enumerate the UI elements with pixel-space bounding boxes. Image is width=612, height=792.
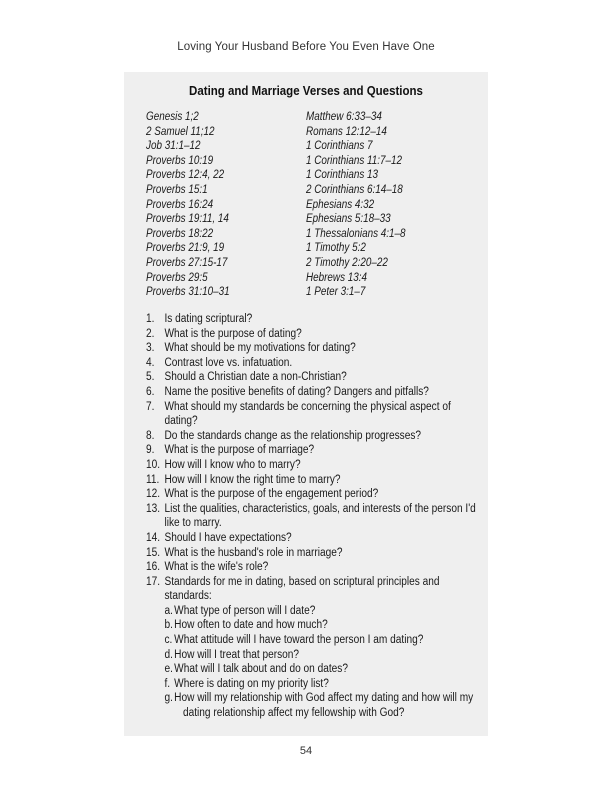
question-number: 11. <box>146 473 160 486</box>
question-text: Do the standards change as the relationship progresses? <box>164 429 422 442</box>
sub-question-letter: g. <box>164 692 173 705</box>
question-number: 6. <box>146 385 155 398</box>
sub-question-letter: c. <box>164 634 173 647</box>
question-text: What should my standards be concerning the physical aspect of <box>164 400 451 413</box>
verse-reference: 2 Corinthians 6:14–18 <box>306 183 403 196</box>
verse-reference: Proverbs 19:11, 14 <box>146 213 229 226</box>
verse-reference: 1 Corinthians 7 <box>306 140 373 153</box>
question-item <box>146 487 490 502</box>
question-item <box>146 502 490 531</box>
question-number: 9. <box>146 444 155 457</box>
sub-question-text: What type of person will I date? <box>174 604 316 617</box>
question-item <box>146 560 490 575</box>
verse-reference: Matthew 6:33–34 <box>306 111 382 123</box>
question-text: Contrast love vs. infatuation. <box>164 356 293 369</box>
question-item <box>146 531 490 546</box>
verse-reference: Romans 12:12–14 <box>306 125 387 138</box>
question-text: What should be my motivations for dating? <box>164 342 356 355</box>
verse-reference: Hebrews 13:4 <box>306 271 368 284</box>
question-number: 10. <box>146 458 161 471</box>
verse-reference: 1 Corinthians 13 <box>306 169 379 182</box>
question-text: What is the husband's role in marriage? <box>164 546 343 559</box>
question-item <box>146 443 490 458</box>
question-text: What is the wife's role? <box>164 561 269 574</box>
question-item <box>146 473 490 488</box>
sub-question-letter: a. <box>164 604 173 617</box>
page-number: 54 <box>299 745 313 757</box>
question-number: 12. <box>146 488 161 501</box>
question-item <box>146 327 490 342</box>
question-text: standards: <box>164 590 212 603</box>
question-text: Should I have expectations? <box>164 531 292 544</box>
question-number: 14. <box>146 531 161 544</box>
question-item <box>146 400 490 429</box>
sub-question-text: What attitude will I have toward the person I am dating? <box>174 634 424 647</box>
verse-reference: 1 Corinthians 11:7–12 <box>306 154 403 167</box>
question-number: 2. <box>146 327 155 340</box>
verse-column-right <box>306 110 422 300</box>
sub-question-text: dating relationship affect my fellowship with God? <box>182 707 405 720</box>
sub-question-item <box>146 648 491 663</box>
question-text: How will I know who to marry? <box>164 458 301 471</box>
question-text: dating? <box>164 415 198 428</box>
question-number: 13. <box>146 502 161 515</box>
verse-reference: Proverbs 12:4, 22 <box>146 169 225 182</box>
verse-reference: Proverbs 10:19 <box>146 154 214 167</box>
sub-question-text: Where is dating on my priority list? <box>174 677 329 690</box>
verse-reference: 1 Peter 3:1–7 <box>306 286 366 299</box>
sub-question-text: What will I talk about and do on dates? <box>174 663 349 676</box>
verse-reference: 2 Samuel 11;12 <box>146 125 215 138</box>
question-text: Standards for me in dating, based on scriptural principles and <box>164 575 440 588</box>
question-text: What is the purpose of dating? <box>164 327 302 340</box>
question-number: 1. <box>146 313 155 325</box>
question-number: 3. <box>146 342 155 355</box>
verse-reference: Proverbs 29:5 <box>146 271 208 284</box>
sub-question-text: How often to date and how much? <box>174 619 328 632</box>
question-text: Is dating scriptural? <box>164 313 253 325</box>
box-title: Dating and Marriage Verses and Questions <box>189 84 423 98</box>
sub-question-letter: f. <box>164 677 171 690</box>
verse-reference: Job 31:1–12 <box>146 140 201 153</box>
sidebar-box <box>124 72 488 736</box>
verse-reference: Ephesians 4:32 <box>306 198 375 211</box>
running-head: Loving Your Husband Before You Even Have One <box>177 41 435 53</box>
verse-reference: Proverbs 16:24 <box>146 198 214 211</box>
question-text: What is the purpose of marriage? <box>164 444 315 457</box>
verse-reference: Ephesians 5:18–33 <box>306 213 391 226</box>
sub-question-text: How will my relationship with God affect my dating and how will my <box>174 692 474 705</box>
question-item <box>146 458 490 473</box>
sub-question-letter: e. <box>164 663 173 676</box>
verse-reference: 2 Timothy 2:20–22 <box>306 256 388 269</box>
sub-question-item <box>146 604 491 619</box>
question-item <box>146 312 490 327</box>
verse-reference: 1 Thessalonians 4:1–8 <box>306 227 406 240</box>
verse-reference: Genesis 1;2 <box>146 111 199 123</box>
question-item <box>146 546 490 561</box>
question-item <box>146 429 490 444</box>
question-text: like to marry. <box>164 517 222 530</box>
question-number: 15. <box>146 546 161 559</box>
sub-question-letter: d. <box>164 648 173 661</box>
question-text: Should a Christian date a non-Christian? <box>164 371 347 384</box>
verse-column-left <box>146 110 243 300</box>
question-text: How will I know the right time to marry? <box>164 473 341 486</box>
question-item <box>146 356 490 371</box>
sub-question-item <box>146 662 491 677</box>
verse-reference: Proverbs 21:9, 19 <box>146 242 225 255</box>
verse-reference: Proverbs 15:1 <box>146 183 208 196</box>
question-text: Name the positive benefits of dating? Dangers and pitfalls? <box>164 385 429 398</box>
question-item <box>146 370 490 385</box>
sub-question-item <box>146 691 491 720</box>
sub-question-text: How will I treat that person? <box>174 648 300 661</box>
sub-question-item <box>146 633 491 648</box>
verse-reference: 1 Timothy 5:2 <box>306 242 366 255</box>
question-number: 17. <box>146 575 161 588</box>
verse-reference: Proverbs 18:22 <box>146 227 214 240</box>
question-item <box>146 575 490 604</box>
verse-reference: Proverbs 27:15-17 <box>146 256 228 269</box>
question-text: List the qualities, characteristics, goals, and interests of the person I'd <box>164 502 476 515</box>
sub-question-letter: b. <box>164 619 173 632</box>
question-number: 7. <box>146 400 155 413</box>
question-item <box>146 385 490 400</box>
question-item <box>146 341 490 356</box>
question-number: 8. <box>146 429 155 442</box>
question-text: What is the purpose of the engagement period? <box>164 488 379 501</box>
question-number: 4. <box>146 356 155 369</box>
sub-question-item <box>146 618 491 633</box>
question-number: 5. <box>146 371 155 384</box>
sub-question-item <box>146 677 491 692</box>
question-number: 16. <box>146 561 161 574</box>
verse-reference: Proverbs 31:10–31 <box>146 286 230 299</box>
question-list <box>146 312 476 721</box>
